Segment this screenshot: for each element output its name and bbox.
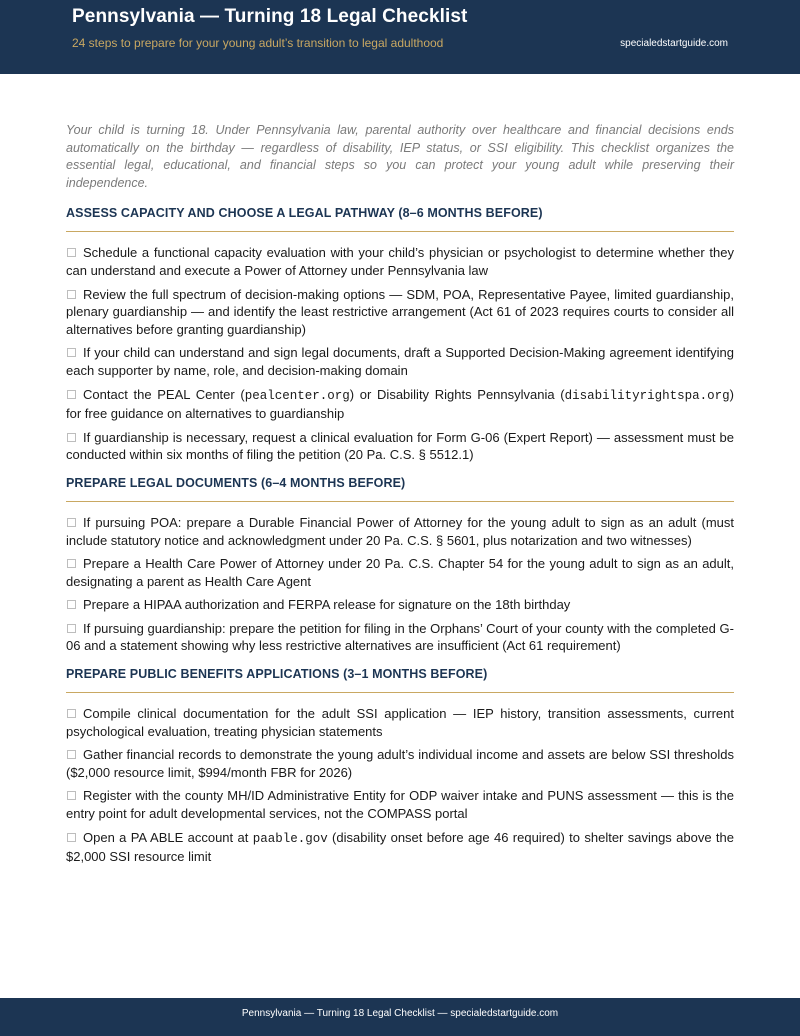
checkbox[interactable] [67,518,76,527]
peal-center-url: pealcenter.org [244,388,350,403]
checkbox[interactable] [67,290,76,299]
checklist-item: Contact the PEAL Center (pealcenter.org) or Disability Rights Pennsylvania (disabilityrightspa.org) for free guidance on alternatives to guardianship [66,386,735,422]
footer-text: Pennsylvania — Turning 18 Legal Checklist — specialedstartguide.com [241,1008,559,1019]
page-header [0,0,800,74]
site-url: specialedstartguide.com [620,38,728,49]
page-footer [0,998,800,1036]
checkbox[interactable] [67,248,76,257]
page-subtitle: 24 steps to prepare for your young adult’s transition to legal adulthood [72,36,444,50]
section-assess-capacity [66,206,734,464]
checkbox[interactable] [67,433,76,442]
checkbox[interactable] [67,750,76,759]
checklist-item: Compile clinical documentation for the adult SSI application — IEP history, transition assessments, current psychological evaluation, treating physician statements [66,706,734,739]
checklist-item: Prepare a Health Care Power of Attorney under 20 Pa. C.S. Chapter 54 for the young adult to sign as an adult, designating a parent as Health Care Agent [66,556,734,589]
checklist-item: Open a PA ABLE account at paable.gov (disability onset before age 46 required) to shelter savings above the $2,000 SSI resource limit [66,829,734,865]
checklist-item: If pursuing POA: prepare a Durable Financial Power of Attorney for the young adult to sign as an adult (must include statutory notice and acknowledgment under 20 Pa. C.S. § 5601, plus notarization and two witnesses) [66,514,734,548]
pa-able-url: paable.gov [252,831,328,846]
page-title: Pennsylvania — Turning 18 Legal Checklist [72,6,468,27]
checkbox[interactable] [67,791,76,800]
section-title: PREPARE PUBLIC BENEFITS APPLICATIONS (3–1 MONTHS BEFORE) [66,667,734,693]
checklist-item: Schedule a functional capacity evaluation with your child’s physician or psychologist to determine whether they can understand and execute a Power of Attorney under Pennsylvania law [66,245,734,278]
checkbox[interactable] [67,833,76,842]
checklist-item: If your child can understand and sign legal documents, draft a Supported Decision-Making agreement identifying each supporter by name, role, and decision-making domain [66,345,734,378]
checklist-item: Review the full spectrum of decision-making options — SDM, POA, Representative Payee, limited guardianship, plenary guardianship — and identify the least restrictive arrangement (Act 61 of 2023 requires courts to consider all alternatives before granting guardianship) [66,286,734,337]
checkbox[interactable] [67,559,76,568]
section-title: ASSESS CAPACITY AND CHOOSE A LEGAL PATHWAY (8–6 MONTHS BEFORE) [66,206,734,232]
checkbox[interactable] [67,709,76,718]
section-public-benefits [66,667,734,866]
checklist-item: If pursuing guardianship: prepare the petition for filing in the Orphans’ Court of your county with the completed G-06 and a statement showing why less restrictive alternatives are insufficient (Act 61 requirement) [66,620,734,654]
section-legal-documents [66,476,734,655]
checkbox[interactable] [67,390,76,399]
checkbox[interactable] [67,624,76,633]
checklist-content [66,122,734,878]
drpa-url: disabilityrightspa.org [564,388,730,403]
section-title: PREPARE LEGAL DOCUMENTS (6–4 MONTHS BEFORE) [66,476,734,502]
checkbox[interactable] [67,600,76,609]
intro-paragraph: Your child is turning 18. Under Pennsylvania law, parental authority over healthcare and financial decisions ends automatically on the birthday — regardless of disability, IEP status, or SSI eligibility. This checklist organizes the essential legal, educational, and financial steps so you can protect your young adult while preserving their independence. [66,123,734,190]
checkbox[interactable] [67,348,76,357]
checklist-item: Gather financial records to demonstrate the young adult’s individual income and assets are below SSI thresholds ($2,000 resource limit, $994/month FBR for 2026) [66,747,734,780]
checklist-item: If guardianship is necessary, request a clinical evaluation for Form G-06 (Expert Report) — assessment must be conducted within six months of filing the petition (20 Pa. C.S. § 5512.1) [66,429,734,463]
checklist-item: Prepare a HIPAA authorization and FERPA release for signature on the 18th birthday [66,596,734,614]
checklist-item: Register with the county MH/ID Administrative Entity for ODP waiver intake and PUNS assessment — this is the entry point for adult developmental services, not the COMPASS portal [66,788,734,822]
